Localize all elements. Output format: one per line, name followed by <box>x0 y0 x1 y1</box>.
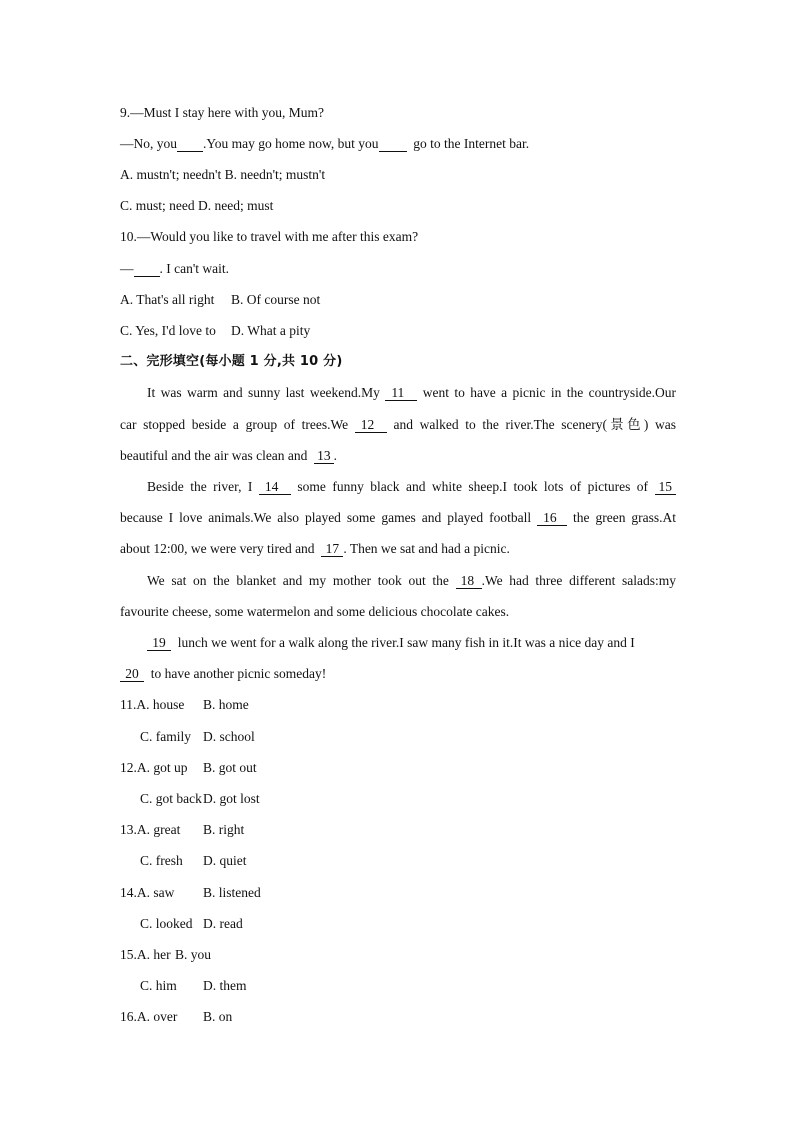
q10-options-cd <box>120 322 676 340</box>
option-a: 13.A. great <box>120 822 181 837</box>
q10-blank <box>134 261 160 277</box>
q10-stem: 10.—Would you like to travel with me after this exam? <box>120 229 419 244</box>
blank-13: 13 <box>314 448 334 464</box>
q10-reply-b: . I can't wait. <box>159 261 230 276</box>
option-b: B. on <box>203 1009 233 1024</box>
q10-option-b: B. Of course not <box>231 292 321 307</box>
option-row <box>120 946 676 964</box>
q10-option-d: D. What a pity <box>231 323 311 338</box>
q9-reply-a: —No, you <box>120 136 177 151</box>
passage-line <box>120 572 676 590</box>
passage-text: about 12:00, we were very tired and <box>120 541 315 556</box>
passage-text: because I love animals.We also played some games and played football <box>120 510 532 525</box>
option-row <box>120 821 676 839</box>
blank-16: 16 <box>537 510 567 526</box>
option-row <box>140 915 640 933</box>
option-a: 12.A. got up <box>120 760 188 775</box>
option-row <box>140 790 640 808</box>
q9-stem: 9.—Must I stay here with you, Mum? <box>120 105 324 120</box>
option-row <box>120 1008 676 1026</box>
option-d: D. got lost <box>203 791 260 806</box>
passage-text: . <box>333 448 338 463</box>
q9-options-cd: C. must; need D. need; must <box>120 198 274 213</box>
blank-17: 17 <box>321 541 343 557</box>
q9-reply <box>120 135 676 153</box>
passage-text: Beside the river, I <box>147 479 253 494</box>
passage-text: car stopped beside a group of trees.We <box>120 417 349 432</box>
option-c: C. got back <box>140 791 202 806</box>
option-d: D. school <box>203 729 255 744</box>
option-a: 11.A. house <box>120 697 185 712</box>
q9-reply-b: .You may go home now, but you <box>203 136 379 151</box>
option-d: D. quiet <box>203 853 247 868</box>
passage-line <box>120 384 676 402</box>
q9-options-ab: A. mustn't; needn't B. needn't; mustn't <box>120 167 326 182</box>
q10-reply <box>120 260 676 278</box>
q9-blank-2 <box>379 136 407 152</box>
option-row <box>140 977 640 995</box>
blank-18: 18 <box>456 573 482 589</box>
option-row <box>140 728 640 746</box>
option-b: B. home <box>203 697 249 712</box>
q10-option-a: A. That's all right <box>120 292 215 307</box>
option-b: B. right <box>203 822 245 837</box>
passage-text: . Then we sat and had a picnic. <box>343 541 510 556</box>
passage-text: .We had three different salads:my <box>481 573 676 588</box>
q10-option-c: C. Yes, I'd love to <box>120 323 216 338</box>
q9-blank-1 <box>177 136 203 152</box>
option-d: D. read <box>203 916 243 931</box>
blank-14: 14 <box>259 479 291 495</box>
passage-text: went to have a picnic in the countryside.Our <box>422 385 676 400</box>
section-heading: 二、完形填空(每小题 1 分,共 10 分) <box>120 354 343 369</box>
option-row <box>120 696 676 714</box>
passage-text: the green grass.At <box>573 510 677 525</box>
q9-reply-c: go to the Internet bar. <box>413 136 530 151</box>
passage-text: beautiful and the air was clean and <box>120 448 308 463</box>
passage-line <box>120 416 676 434</box>
passage-text: and walked to the river.The scenery(景色) was <box>393 417 676 432</box>
blank-20: 20 <box>120 666 144 682</box>
passage-line: favourite cheese, some watermelon and some delicious chocolate cakes. <box>120 604 510 619</box>
blank-12: 12 <box>355 417 387 433</box>
option-d: D. them <box>203 978 247 993</box>
passage-text: It was warm and sunny last weekend.My <box>147 385 380 400</box>
option-row <box>120 884 676 902</box>
option-a: 16.A. over <box>120 1009 178 1024</box>
q10-reply-a: — <box>120 261 134 276</box>
passage-line <box>120 478 676 496</box>
passage-text: some funny black and white sheep.I took lots of pictures of <box>297 479 649 494</box>
passage-line <box>120 509 676 527</box>
option-b: B. got out <box>203 760 257 775</box>
option-a: 14.A. saw <box>120 885 175 900</box>
passage-line <box>120 447 676 465</box>
passage-line <box>120 540 676 558</box>
option-b: B. listened <box>203 885 261 900</box>
option-b: B. you <box>175 947 212 962</box>
q10-options-ab <box>120 291 676 309</box>
passage-text: lunch we went for a walk along the river.I saw many fish in it.It was a nice day and I <box>177 635 635 650</box>
option-c: C. fresh <box>140 853 183 868</box>
blank-11: 11 <box>385 385 417 401</box>
passage-text: to have another picnic someday! <box>150 666 327 681</box>
blank-15: 15 <box>655 479 677 495</box>
option-row <box>120 759 676 777</box>
option-row <box>140 852 640 870</box>
passage-line <box>120 665 676 683</box>
option-a: 15.A. her <box>120 947 171 962</box>
option-c: C. looked <box>140 916 193 931</box>
blank-19: 19 <box>147 635 171 651</box>
passage-line <box>120 634 676 652</box>
option-c: C. him <box>140 978 177 993</box>
passage-text: We sat on the blanket and my mother took out the <box>147 573 449 588</box>
option-c: C. family <box>140 729 191 744</box>
